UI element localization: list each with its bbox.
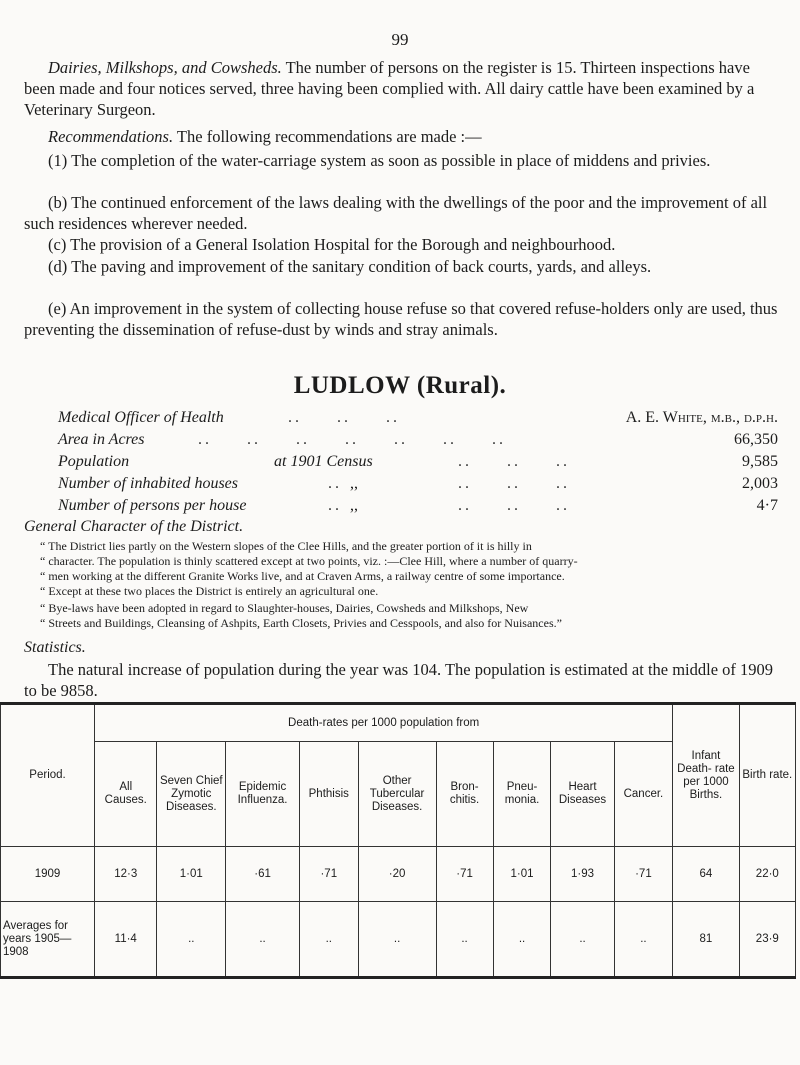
table-row: Averages for years 1905—1908 11·4 .. .. .. .. .. .. .. .. 81 23·9 (1, 902, 796, 978)
medical-officer-value: A. E. White, m.b., d.p.h. (625, 409, 778, 426)
col-heart: Heart Diseases (551, 742, 614, 847)
page-number: 99 (391, 30, 409, 49)
recommendations-intro: Recommendations. The following recommendations are made :— (48, 127, 482, 146)
recommendation-item: (d) The paving and improvement of the sanitary condition of back courts, yards, and alleys. (48, 257, 652, 276)
group-header: Death-rates per 1000 population from (95, 704, 673, 742)
statistics-text: The natural increase of population during the year was 104. The population is estimated at the middle of 1909 to be 9858. (24, 660, 774, 700)
recommendation-item: (b) The continued enforcement of the laws dealing with the dwellings of the poor and the improvement of all such residences wherever needed. (24, 193, 768, 233)
recommendation-item: (e) An improvement in the system of collecting house refuse so that covered refuse-holders only are used, thus preventing the dissemination of refuse-dust by winds and stray animals. (24, 299, 778, 339)
col-pneumonia: Pneu- monia. (493, 742, 551, 847)
col-zymotic: Seven Chief Zymotic Diseases. (157, 742, 226, 847)
general-character-heading: General Character of the District. (24, 518, 244, 535)
recommendation-item: (c) The provision of a General Isolation Hospital for the Borough and neighbourhood. (48, 235, 616, 254)
area-row: Area in Acres .. .. .. .. .. .. .. 66,350 (58, 431, 778, 448)
statistics-heading: Statistics. (24, 639, 86, 656)
col-tubercular: Other Tubercular Diseases. (358, 742, 436, 847)
byelaws-quote: “ Bye-laws have been adopted in regard to Slaughter-houses, Dairies, Cowsheds and Milkshops, New “ Streets and Buildings, Cleansing of Ashpits, Earth Closets, Privies and Cesspools, and also for Nuisances.” (40, 601, 562, 630)
col-birth: Birth rate. (739, 704, 795, 847)
dairies-paragraph (24, 57, 779, 120)
col-influenza: Epidemic Influenza. (226, 742, 300, 847)
recommendations-heading: Recommendations. (48, 127, 174, 146)
col-phthisis: Phthisis (299, 742, 358, 847)
table-header-row (1, 704, 796, 742)
col-period: Period. (1, 704, 95, 847)
district-quote: “ The District lies partly on the Western slopes of the Clee Hills, and the greater portion of it is hilly in “ character. The population is thinly scattered except at two points, viz. :—Clee Hill, where a number of quarry- “ men working at the different Granite Works live, and at Craven Arms, a railway centre of some importance. “ Except at these two places the District is entirely an agricultural one. (40, 539, 578, 598)
area-value: 66,350 (734, 431, 778, 448)
houses-value: 2,003 (742, 475, 778, 492)
houses-row: Number of inhabited houses .. ,, .. .. .. 2,003 (58, 475, 778, 492)
death-rates-table (0, 702, 796, 979)
col-all: All Causes. (95, 742, 157, 847)
col-cancer: Cancer. (614, 742, 673, 847)
col-infant: Infant Death- rate per 1000 Births. (673, 704, 739, 847)
persons-value: 4·7 (756, 497, 778, 514)
persons-row: Number of persons per house .. ,, .. .. .. 4·7 (58, 497, 778, 514)
population-row: Population at 1901 Census .. .. .. 9,585 (58, 453, 778, 470)
district-title: LUDLOW (Rural). (293, 372, 507, 399)
dairies-heading: Dairies, Milkshops, and Cowsheds. (48, 58, 282, 77)
recommendation-item: (1) The completion of the water-carriage system as soon as possible in place of middens and privies. (48, 151, 711, 170)
population-value: 9,585 (742, 453, 778, 470)
col-bronchitis: Bron- chitis. (436, 742, 493, 847)
table-row: 1909 12·3 1·01 ·61 ·71 ·20 ·71 1·01 1·93 ·71 64 22·0 (1, 847, 796, 902)
medical-officer-row: Medical Officer of Health .. .. .. A. E. White, m.b., d.p.h. (58, 409, 778, 426)
dairies-text: The number of persons on the register is 15. Thirteen inspections have been made and four notices served, three having been complied with. All dairy cattle have been examined by a Veterinary Surgeon. (24, 58, 755, 119)
